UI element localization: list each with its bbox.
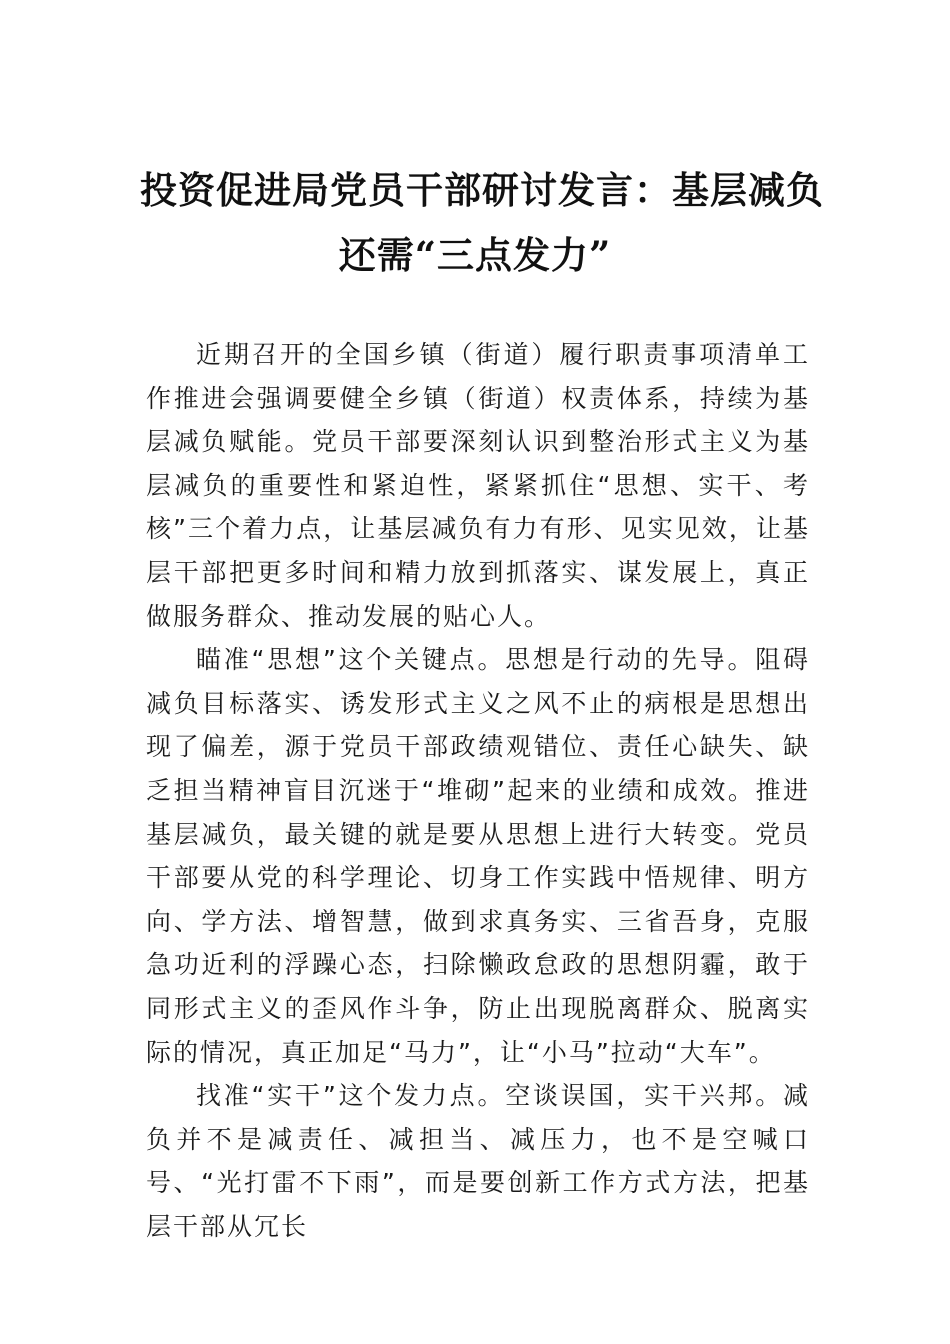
document-title-line-1: 投资促进局党员干部研讨发言：基层减负 (140, 168, 824, 212)
paragraph-action: 找准“实干”这个发力点。空谈误国，实干兴邦。减负并不是减责任、减担当、减压力，也不是空喊口号、“光打雷不下雨”，而是要创新工作方式方法，把基层干部从冗长 (146, 1081, 810, 1241)
paragraph-intro: 近期召开的全国乡镇（街道）履行职责事项清单工作推进会强调要健全乡镇（街道）权责体系，持续为基层减负赋能。党员干部要深刻认识到整治形式主义为基层减负的重要性和紧迫性，紧紧抓住“思想、实干、考核”三个着力点，让基层减负有力有形、见实见效，让基层干部把更多时间和精力放到抓落实、谋发展上，真正做服务群众、推动发展的贴心人。 (146, 340, 810, 631)
paragraph-thought: 瞄准“思想”这个关键点。思想是行动的先导。阻碍减负目标落实、诱发形式主义之风不止的病根是思想出现了偏差，源于党员干部政绩观错位、责任心缺失、缺乏担当精神盲目沉迷于“堆砌”起来的业绩和成效。推进基层减负，最关键的就是要从思想上进行大转变。党员干部要从党的科学理论、切身工作实践中悟规律、明方向、学方法、增智慧，做到求真务实、三省吾身，克服急功近利的浮躁心态，扫除懒政怠政的思想阴霾，敢于同形式主义的歪风作斗争，防止出现脱离群众、脱离实际的情况，真正加足“马力”，让“小马”拉动“大车”。 (146, 645, 810, 1067)
document-title-line-2: 还需“三点发力” (338, 233, 612, 277)
document-body (146, 333, 810, 1248)
